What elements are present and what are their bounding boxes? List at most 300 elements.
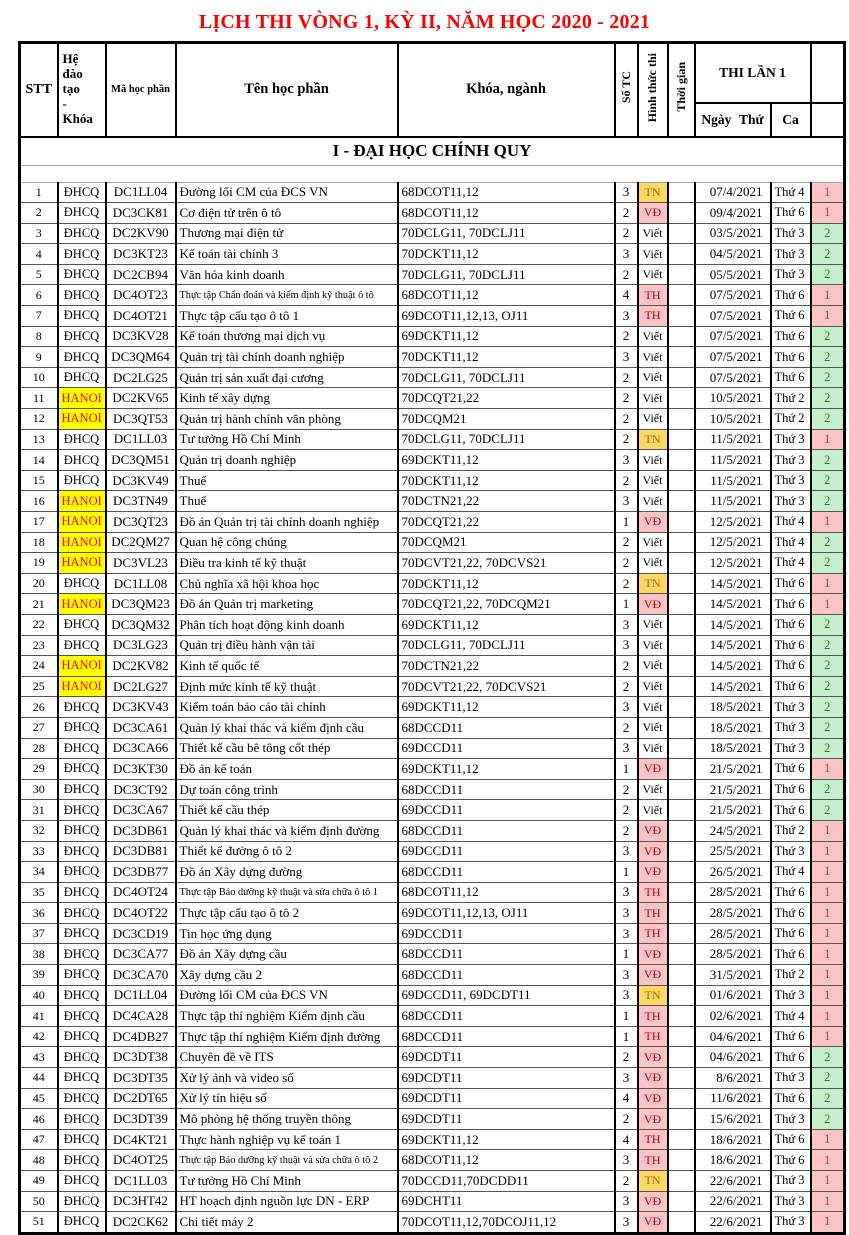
cell-stt: 23 (20, 635, 58, 656)
cell-ma-hoc-phan: DC3KT30 (106, 759, 176, 780)
cell-thoi-gian (668, 614, 695, 635)
cell-ca: 2 (811, 409, 845, 430)
table-row (20, 1006, 845, 1027)
cell-thoi-gian (668, 1006, 695, 1027)
cell-ngay: 21/5/2021 (695, 800, 771, 821)
cell-so-tc: 4 (615, 285, 638, 306)
cell-stt: 41 (20, 1006, 58, 1027)
cell-ngay: 18/6/2021 (695, 1129, 771, 1150)
table-row (20, 347, 845, 368)
cell-ten-hoc-phan: Thực tập Chẩn đoán và kiểm định kỹ thuật ô tô (176, 285, 398, 306)
cell-so-tc: 3 (615, 491, 638, 512)
cell-thu: Thứ 3 (771, 1212, 811, 1234)
cell-thu: Thứ 3 (771, 429, 811, 450)
cell-khoa-nganh: 70DCLG11, 70DCLJ11 (398, 223, 615, 244)
table-row (20, 1047, 845, 1068)
cell-thu: Thứ 2 (771, 820, 811, 841)
cell-stt: 36 (20, 903, 58, 924)
table-row (20, 367, 845, 388)
cell-thu: Thứ 3 (771, 1191, 811, 1212)
cell-ngay: 14/5/2021 (695, 656, 771, 677)
cell-stt: 32 (20, 820, 58, 841)
cell-thoi-gian (668, 244, 695, 265)
cell-hinh-thuc-thi: TH (638, 1026, 668, 1047)
cell-ca: 2 (811, 326, 845, 347)
table-row (20, 779, 845, 800)
cell-stt: 6 (20, 285, 58, 306)
cell-so-tc: 3 (615, 1150, 638, 1171)
cell-thu: Thứ 6 (771, 1129, 811, 1150)
cell-stt: 18 (20, 532, 58, 553)
cell-ma-hoc-phan: DC3KV43 (106, 697, 176, 718)
table-row (20, 656, 845, 677)
cell-stt: 38 (20, 944, 58, 965)
cell-ma-hoc-phan: DC2KV65 (106, 388, 176, 409)
table-row (20, 409, 845, 430)
cell-ten-hoc-phan: Thiết kế đường ô tô 2 (176, 841, 398, 862)
cell-ma-hoc-phan: DC1LL03 (106, 1171, 176, 1192)
cell-stt: 20 (20, 573, 58, 594)
cell-hinh-thuc-thi: Viết (638, 717, 668, 738)
cell-ten-hoc-phan: Đồ án kế toán (176, 759, 398, 780)
cell-khoa-nganh: 69DCKT11,12 (398, 614, 615, 635)
cell-he-dao-tao: ĐHCQ (58, 306, 106, 327)
cell-stt: 28 (20, 738, 58, 759)
cell-he-dao-tao: ĐHCQ (58, 923, 106, 944)
cell-ten-hoc-phan: Quản trị doanh nghiệp (176, 450, 398, 471)
cell-hinh-thuc-thi: TN (638, 985, 668, 1006)
page-title: LỊCH THI VÒNG 1, KỲ II, NĂM HỌC 2020 - 2021 (198, 11, 651, 33)
cell-thoi-gian (668, 347, 695, 368)
cell-ten-hoc-phan: Đồ án Xây dựng cầu (176, 944, 398, 965)
exam-schedule-table (18, 41, 846, 1235)
cell-thoi-gian (668, 841, 695, 862)
cell-thoi-gian (668, 594, 695, 615)
cell-khoa-nganh: 70DCOT11,12,70DCOJ11,12 (398, 1212, 615, 1234)
cell-so-tc: 3 (615, 244, 638, 265)
cell-so-tc: 3 (615, 347, 638, 368)
cell-he-dao-tao: HANOI (58, 553, 106, 574)
cell-ngay: 14/5/2021 (695, 676, 771, 697)
cell-ten-hoc-phan: Thiết kế cầu thép (176, 800, 398, 821)
cell-thoi-gian (668, 985, 695, 1006)
cell-thoi-gian (668, 388, 695, 409)
cell-thu: Thứ 6 (771, 326, 811, 347)
table-row (20, 1191, 845, 1212)
cell-khoa-nganh: 70DCQT21,22, 70DCQM21 (398, 594, 615, 615)
table-row (20, 326, 845, 347)
cell-stt: 17 (20, 512, 58, 533)
cell-khoa-nganh: 69DCDT11 (398, 1109, 615, 1130)
cell-khoa-nganh: 68DCCD11 (398, 1026, 615, 1047)
cell-ca: 2 (811, 450, 845, 471)
cell-khoa-nganh: 69DCCD11 (398, 738, 615, 759)
table-row (20, 573, 845, 594)
table-row (20, 985, 845, 1006)
cell-so-tc: 2 (615, 573, 638, 594)
cell-hinh-thuc-thi: TN (638, 1171, 668, 1192)
cell-ca: 1 (811, 203, 845, 224)
cell-ten-hoc-phan: Thuế (176, 491, 398, 512)
cell-thu: Thứ 3 (771, 470, 811, 491)
cell-ten-hoc-phan: Đường lối CM của ĐCS VN (176, 182, 398, 203)
cell-ma-hoc-phan: DC2QM27 (106, 532, 176, 553)
cell-ca: 1 (811, 841, 845, 862)
cell-stt: 29 (20, 759, 58, 780)
col-header-hinh-thuc-thi: Hình thức thi (638, 43, 668, 137)
cell-thoi-gian (668, 429, 695, 450)
cell-khoa-nganh: 68DCCD11 (398, 944, 615, 965)
cell-ca: 2 (811, 491, 845, 512)
cell-ten-hoc-phan: Chủ nghĩa xã hội khoa học (176, 573, 398, 594)
cell-ten-hoc-phan: Quản trị hành chính văn phòng (176, 409, 398, 430)
table-row (20, 738, 845, 759)
cell-ma-hoc-phan: DC3TN49 (106, 491, 176, 512)
table-row (20, 244, 845, 265)
cell-hinh-thuc-thi: VĐ (638, 820, 668, 841)
cell-ngay: 09/4/2021 (695, 203, 771, 224)
cell-thoi-gian (668, 1068, 695, 1089)
cell-ma-hoc-phan: DC3HT42 (106, 1191, 176, 1212)
cell-ma-hoc-phan: DC3CA77 (106, 944, 176, 965)
cell-so-tc: 3 (615, 182, 638, 203)
cell-khoa-nganh: 69DCKT11,12 (398, 697, 615, 718)
cell-ma-hoc-phan: DC4OT23 (106, 285, 176, 306)
cell-ma-hoc-phan: DC4OT25 (106, 1150, 176, 1171)
cell-khoa-nganh: 69DCOT11,12,13, OJ11 (398, 306, 615, 327)
cell-ten-hoc-phan: Điều tra kinh tế kỹ thuật (176, 553, 398, 574)
cell-ten-hoc-phan: Quản trị sản xuất đại cương (176, 367, 398, 388)
cell-he-dao-tao: ĐHCQ (58, 1212, 106, 1234)
cell-ca: 1 (811, 573, 845, 594)
cell-hinh-thuc-thi: TN (638, 573, 668, 594)
cell-thoi-gian (668, 1171, 695, 1192)
cell-ten-hoc-phan: Đồ án Quản trị marketing (176, 594, 398, 615)
cell-ngay: 31/5/2021 (695, 965, 771, 986)
cell-thu: Thứ 6 (771, 923, 811, 944)
cell-ma-hoc-phan: DC3VL23 (106, 553, 176, 574)
cell-khoa-nganh: 70DCTN21,22 (398, 656, 615, 677)
cell-stt: 4 (20, 244, 58, 265)
cell-so-tc: 3 (615, 965, 638, 986)
cell-ngay: 07/4/2021 (695, 182, 771, 203)
cell-so-tc: 3 (615, 882, 638, 903)
cell-thu: Thứ 6 (771, 306, 811, 327)
cell-ngay: 10/5/2021 (695, 388, 771, 409)
cell-hinh-thuc-thi: Viết (638, 491, 668, 512)
cell-he-dao-tao: ĐHCQ (58, 1150, 106, 1171)
cell-thu: Thứ 6 (771, 1026, 811, 1047)
cell-ca: 2 (811, 367, 845, 388)
cell-ngay: 25/5/2021 (695, 841, 771, 862)
cell-khoa-nganh: 69DCCD11 (398, 923, 615, 944)
col-header-ten-hoc-phan: Tên học phần (176, 43, 398, 137)
cell-hinh-thuc-thi: VĐ (638, 203, 668, 224)
cell-ten-hoc-phan: Đồ án Quản trị tài chính doanh nghiệp (176, 512, 398, 533)
cell-ca: 2 (811, 470, 845, 491)
cell-thu: Thứ 6 (771, 759, 811, 780)
cell-hinh-thuc-thi: TH (638, 903, 668, 924)
cell-hinh-thuc-thi: Viết (638, 326, 668, 347)
cell-ten-hoc-phan: Đồ án Xây dựng đường (176, 862, 398, 883)
cell-so-tc: 2 (615, 367, 638, 388)
table-row (20, 923, 845, 944)
cell-stt: 5 (20, 264, 58, 285)
cell-ca: 2 (811, 1109, 845, 1130)
cell-ca: 2 (811, 800, 845, 821)
cell-he-dao-tao: ĐHCQ (58, 1191, 106, 1212)
cell-stt: 35 (20, 882, 58, 903)
cell-ten-hoc-phan: Chi tiết máy 2 (176, 1212, 398, 1234)
cell-ma-hoc-phan: DC3QM32 (106, 614, 176, 635)
cell-so-tc: 2 (615, 553, 638, 574)
cell-he-dao-tao: HANOI (58, 594, 106, 615)
cell-ngay: 24/5/2021 (695, 820, 771, 841)
table-row (20, 1171, 845, 1192)
cell-thu: Thứ 6 (771, 944, 811, 965)
cell-ten-hoc-phan: Văn hóa kinh doanh (176, 264, 398, 285)
cell-ca: 1 (811, 1191, 845, 1212)
table-row (20, 862, 845, 883)
cell-thoi-gian (668, 491, 695, 512)
cell-thu: Thứ 3 (771, 1171, 811, 1192)
cell-ma-hoc-phan: DC3DT38 (106, 1047, 176, 1068)
cell-thoi-gian (668, 1026, 695, 1047)
cell-he-dao-tao: ĐHCQ (58, 1068, 106, 1089)
table-row (20, 882, 845, 903)
table-row (20, 306, 845, 327)
cell-stt: 48 (20, 1150, 58, 1171)
cell-thoi-gian (668, 532, 695, 553)
table-row (20, 759, 845, 780)
cell-so-tc: 2 (615, 326, 638, 347)
cell-thu: Thứ 3 (771, 738, 811, 759)
cell-so-tc: 2 (615, 676, 638, 697)
cell-hinh-thuc-thi: Viết (638, 409, 668, 430)
cell-stt: 21 (20, 594, 58, 615)
cell-ma-hoc-phan: DC3DT35 (106, 1068, 176, 1089)
cell-stt: 31 (20, 800, 58, 821)
cell-khoa-nganh: 69DCKT11,12 (398, 326, 615, 347)
cell-thu: Thứ 3 (771, 264, 811, 285)
cell-khoa-nganh: 68DCOT11,12 (398, 182, 615, 203)
cell-thoi-gian (668, 553, 695, 574)
cell-thu: Thứ 2 (771, 965, 811, 986)
cell-khoa-nganh: 69DCCD11 (398, 841, 615, 862)
cell-so-tc: 3 (615, 614, 638, 635)
cell-hinh-thuc-thi: VĐ (638, 944, 668, 965)
cell-ten-hoc-phan: Định mức kinh tế kỹ thuật (176, 676, 398, 697)
cell-he-dao-tao: ĐHCQ (58, 635, 106, 656)
col-header-ngay-thu (695, 103, 771, 137)
cell-khoa-nganh: 70DCLG11, 70DCLJ11 (398, 635, 615, 656)
cell-khoa-nganh: 70DCQM21 (398, 409, 615, 430)
cell-thoi-gian (668, 820, 695, 841)
cell-ten-hoc-phan: Kế toán tài chính 3 (176, 244, 398, 265)
cell-hinh-thuc-thi: Viết (638, 553, 668, 574)
cell-ngay: 01/6/2021 (695, 985, 771, 1006)
cell-khoa-nganh: 70DCVT21,22, 70DCVS21 (398, 553, 615, 574)
cell-he-dao-tao: ĐHCQ (58, 450, 106, 471)
cell-hinh-thuc-thi: TN (638, 429, 668, 450)
cell-ten-hoc-phan: Dự toán công trình (176, 779, 398, 800)
cell-ca: 2 (811, 532, 845, 553)
cell-he-dao-tao: ĐHCQ (58, 1047, 106, 1068)
cell-hinh-thuc-thi: Viết (638, 532, 668, 553)
table-row (20, 203, 845, 224)
cell-ten-hoc-phan: Xử lý tín hiệu số (176, 1088, 398, 1109)
cell-thu: Thứ 6 (771, 903, 811, 924)
cell-thu: Thứ 3 (771, 985, 811, 1006)
cell-ma-hoc-phan: DC3CK81 (106, 203, 176, 224)
cell-ma-hoc-phan: DC3KV28 (106, 326, 176, 347)
cell-khoa-nganh: 68DCCD11 (398, 717, 615, 738)
cell-thu: Thứ 6 (771, 614, 811, 635)
cell-ten-hoc-phan: Kinh tế quốc tế (176, 656, 398, 677)
cell-ca: 1 (811, 1129, 845, 1150)
cell-ngay: 07/5/2021 (695, 326, 771, 347)
cell-he-dao-tao: ĐHCQ (58, 203, 106, 224)
cell-stt: 11 (20, 388, 58, 409)
cell-thoi-gian (668, 882, 695, 903)
cell-stt: 45 (20, 1088, 58, 1109)
cell-so-tc: 3 (615, 738, 638, 759)
cell-ngay: 07/5/2021 (695, 285, 771, 306)
cell-khoa-nganh: 69DCDT11 (398, 1088, 615, 1109)
cell-ngay: 26/5/2021 (695, 862, 771, 883)
cell-he-dao-tao: ĐHCQ (58, 347, 106, 368)
cell-ngay: 28/5/2021 (695, 944, 771, 965)
cell-hinh-thuc-thi: Viết (638, 656, 668, 677)
cell-hinh-thuc-thi: Viết (638, 264, 668, 285)
cell-ca: 2 (811, 1088, 845, 1109)
cell-stt: 51 (20, 1212, 58, 1234)
cell-ngay: 12/5/2021 (695, 532, 771, 553)
table-row (20, 1150, 845, 1171)
cell-he-dao-tao: ĐHCQ (58, 697, 106, 718)
cell-stt: 25 (20, 676, 58, 697)
cell-hinh-thuc-thi: VĐ (638, 862, 668, 883)
cell-ten-hoc-phan: Thực tập thí nghiệm Kiểm định đường (176, 1026, 398, 1047)
cell-he-dao-tao: ĐHCQ (58, 738, 106, 759)
cell-ca: 2 (811, 656, 845, 677)
cell-stt: 16 (20, 491, 58, 512)
cell-ma-hoc-phan: DC3DB77 (106, 862, 176, 883)
table-row (20, 965, 845, 986)
cell-hinh-thuc-thi: Viết (638, 635, 668, 656)
table-row (20, 717, 845, 738)
cell-ma-hoc-phan: DC3QT53 (106, 409, 176, 430)
table-row (20, 800, 845, 821)
cell-so-tc: 3 (615, 635, 638, 656)
cell-ca: 2 (811, 264, 845, 285)
cell-stt: 40 (20, 985, 58, 1006)
col-header-ngay: Ngày (701, 111, 732, 127)
cell-ten-hoc-phan: Thực tập Bảo dưỡng kỹ thuật và sửa chữa ô tô 2 (176, 1150, 398, 1171)
cell-he-dao-tao: ĐHCQ (58, 862, 106, 883)
cell-ca: 1 (811, 1212, 845, 1234)
cell-thu: Thứ 6 (771, 882, 811, 903)
cell-hinh-thuc-thi: Viết (638, 614, 668, 635)
cell-ma-hoc-phan: DC3KT23 (106, 244, 176, 265)
cell-he-dao-tao: ĐHCQ (58, 1109, 106, 1130)
cell-so-tc: 2 (615, 203, 638, 224)
table-row (20, 182, 845, 203)
table-row (20, 820, 845, 841)
table-row (20, 450, 845, 471)
cell-ma-hoc-phan: DC4OT24 (106, 882, 176, 903)
cell-thu: Thứ 6 (771, 635, 811, 656)
table-row (20, 1088, 845, 1109)
cell-ca: 2 (811, 717, 845, 738)
cell-he-dao-tao: ĐHCQ (58, 1006, 106, 1027)
cell-he-dao-tao: ĐHCQ (58, 223, 106, 244)
cell-stt: 37 (20, 923, 58, 944)
cell-ngay: 07/5/2021 (695, 306, 771, 327)
cell-he-dao-tao: HANOI (58, 656, 106, 677)
table-row (20, 429, 845, 450)
cell-hinh-thuc-thi: Viết (638, 470, 668, 491)
cell-hinh-thuc-thi: Viết (638, 800, 668, 821)
cell-ma-hoc-phan: DC3CA61 (106, 717, 176, 738)
cell-hinh-thuc-thi: Viết (638, 450, 668, 471)
cell-so-tc: 1 (615, 594, 638, 615)
cell-ten-hoc-phan: Quản trị tài chính doanh nghiệp (176, 347, 398, 368)
cell-stt: 26 (20, 697, 58, 718)
cell-thu: Thứ 3 (771, 223, 811, 244)
cell-ten-hoc-phan: Thực tập cấu tạo ô tô 1 (176, 306, 398, 327)
cell-ngay: 8/6/2021 (695, 1068, 771, 1089)
cell-hinh-thuc-thi: TH (638, 1150, 668, 1171)
cell-he-dao-tao: ĐHCQ (58, 882, 106, 903)
cell-hinh-thuc-thi: TH (638, 923, 668, 944)
cell-khoa-nganh: 70DCQT21,22 (398, 388, 615, 409)
cell-ten-hoc-phan: Quản lý khai thác và kiểm định đường (176, 820, 398, 841)
cell-khoa-nganh: 70DCVT21,22, 70DCVS21 (398, 676, 615, 697)
cell-ma-hoc-phan: DC3CA70 (106, 965, 176, 986)
cell-hinh-thuc-thi: Viết (638, 697, 668, 718)
cell-ngay: 07/5/2021 (695, 367, 771, 388)
cell-ca: 1 (811, 1006, 845, 1027)
cell-thoi-gian (668, 697, 695, 718)
cell-he-dao-tao: ĐHCQ (58, 1088, 106, 1109)
cell-thu: Thứ 6 (771, 367, 811, 388)
cell-stt: 12 (20, 409, 58, 430)
cell-ma-hoc-phan: DC2LG25 (106, 367, 176, 388)
section-row (20, 137, 845, 166)
cell-so-tc: 3 (615, 1068, 638, 1089)
cell-ca: 1 (811, 862, 845, 883)
cell-ten-hoc-phan: Thực tập cấu tạo ô tô 2 (176, 903, 398, 924)
cell-ma-hoc-phan: DC3CT92 (106, 779, 176, 800)
cell-thu: Thứ 6 (771, 594, 811, 615)
cell-ngay: 02/6/2021 (695, 1006, 771, 1027)
cell-ngay: 14/5/2021 (695, 635, 771, 656)
cell-thu: Thứ 4 (771, 532, 811, 553)
cell-ca: 2 (811, 614, 845, 635)
cell-thu: Thứ 6 (771, 347, 811, 368)
cell-stt: 43 (20, 1047, 58, 1068)
cell-so-tc: 1 (615, 1006, 638, 1027)
spacer-row (20, 165, 845, 182)
cell-ngay: 14/5/2021 (695, 614, 771, 635)
cell-ngay: 04/6/2021 (695, 1026, 771, 1047)
cell-ca: 1 (811, 759, 845, 780)
cell-thu: Thứ 4 (771, 553, 811, 574)
cell-thu: Thứ 6 (771, 676, 811, 697)
cell-ca: 1 (811, 429, 845, 450)
cell-ca: 1 (811, 882, 845, 903)
